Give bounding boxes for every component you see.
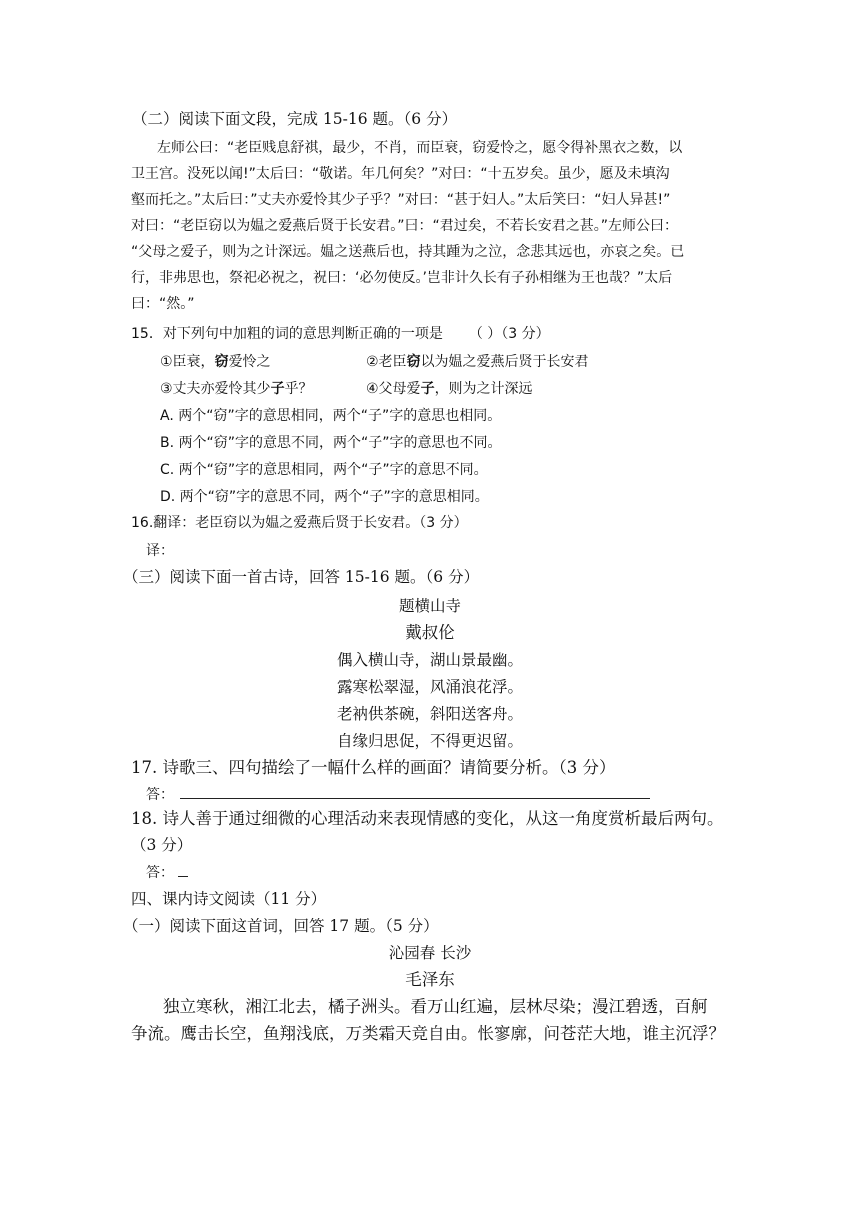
bold-word: 子 (270, 381, 285, 397)
answer-label: 译： (146, 543, 174, 559)
answer-paren: （ ）（3 分） (468, 326, 550, 342)
poem-line: 露寒松翠湿，风涌浪花浮。 (336, 678, 523, 696)
answer-line (146, 784, 650, 806)
subsection-heading: （一）阅读下面这首词，回答 17 题。（5 分） (123, 917, 439, 935)
option-b: B. 两个“窃”字的意思不同，两个“子”字的意思也不同。 (160, 435, 502, 451)
section-heading: （三）阅读下面一首古诗，回答 15-16 题。（6 分） (123, 568, 480, 586)
answer-underline[interactable] (178, 862, 188, 877)
question-16-stem: 16.翻译：老臣窃以为媪之爱燕后贤于长安君。（3 分） (131, 515, 468, 531)
section-heading: （二）阅读下面文段，完成 15-16 题。（6 分） (132, 110, 458, 128)
question-17-stem: 17. 诗歌三、四句描绘了一幅什么样的画面？请简要分析。（3 分） (131, 758, 616, 777)
option-a: A. 两个“窃”字的意思相同，两个“子”字的意思也相同。 (160, 408, 502, 424)
ci-title: 沁园春 长沙 (388, 944, 472, 962)
ci-author: 毛泽东 (405, 970, 455, 989)
sentence-item: ①臣衰，窃爱怜之 (160, 354, 271, 370)
answer-label: 答： (146, 787, 174, 803)
bold-word: 窃 (406, 354, 421, 370)
ci-line: 争流。鹰击长空，鱼翔浅底，万类霜天竞自由。怅寥廓，问苍茫大地，谁主沉浮？ (131, 1024, 725, 1043)
poem-line: 偶入横山寺，湖山景最幽。 (336, 651, 523, 669)
poem-title: 题横山寺 (398, 597, 461, 615)
passage-line: 对曰：“老臣窃以为媪之爱燕后贤于长安君。”曰：“君过矣，不若长安君之甚。”左师公曰： (131, 218, 679, 234)
question-18-stem: 18. 诗人善于通过细微的心理活动来表现情感的变化，从这一角度赏析最后两句。 (131, 809, 724, 828)
question-15-stem: 15．对下列句中加粗的词的意思判断正确的一项是 (131, 326, 443, 342)
passage-line: 卫王宫。没死以闻!”太后曰：“敬诺。年几何矣？”对曰：“十五岁矣。虽少，愿及未填沟 (131, 166, 670, 182)
poem-line: 自缘归思促，不得更迟留。 (336, 732, 523, 750)
section-heading: 四、课内诗文阅读（11 分） (131, 890, 327, 908)
bold-word: 窃 (214, 354, 229, 370)
answer-underline[interactable] (180, 784, 650, 799)
passage-line: 左师公曰：“老臣贱息舒祺，最少，不肖，而臣衰，窃爱怜之，愿令得补黑衣之数，以 (157, 140, 683, 156)
sentence-item: ③丈夫亦爱怜其少子乎？ (160, 381, 313, 397)
answer-label: 答： (146, 865, 174, 881)
option-c: C. 两个“窃”字的意思相同，两个“子”字的意思不同。 (160, 462, 488, 478)
bold-word: 子 (420, 381, 435, 397)
passage-line: “父母之爱子，则为之计深远。媪之送燕后也，持其踵为之泣，念悲其远也，亦哀之矣。已 (131, 244, 685, 260)
passage-line: 壑而托之。”太后曰：”丈夫亦爱怜其少子乎？”对曰：“甚于妇人。”太后笑曰：“妇人异甚!” (131, 192, 671, 208)
question-stem (131, 323, 550, 345)
question-18-points: （3 分） (131, 836, 193, 854)
ci-line: 独立寒秋，湘江北去，橘子洲头。看万山红遍，层林尽染；漫江碧透，百舸 (163, 997, 708, 1016)
passage-line: 行，非弗思也，祭祀必祝之，祝曰：‘必勿使反。’岂非计久长有子孙相继为王也哉？”太后 (131, 270, 673, 286)
sentence-item: ②老臣窃以为媪之爱燕后贤于长安君 (366, 354, 589, 370)
option-d: D. 两个“窃”字的意思不同，两个“子”字的意思相同。 (160, 489, 489, 505)
poem-author: 戴叔伦 (405, 623, 455, 642)
poem-line: 老衲供茶碗，斜阳送客舟。 (336, 705, 523, 723)
sentence-item: ④父母爱子，则为之计深远 (366, 381, 533, 397)
answer-line (146, 862, 188, 884)
passage-line: 曰：“然。” (131, 296, 195, 312)
